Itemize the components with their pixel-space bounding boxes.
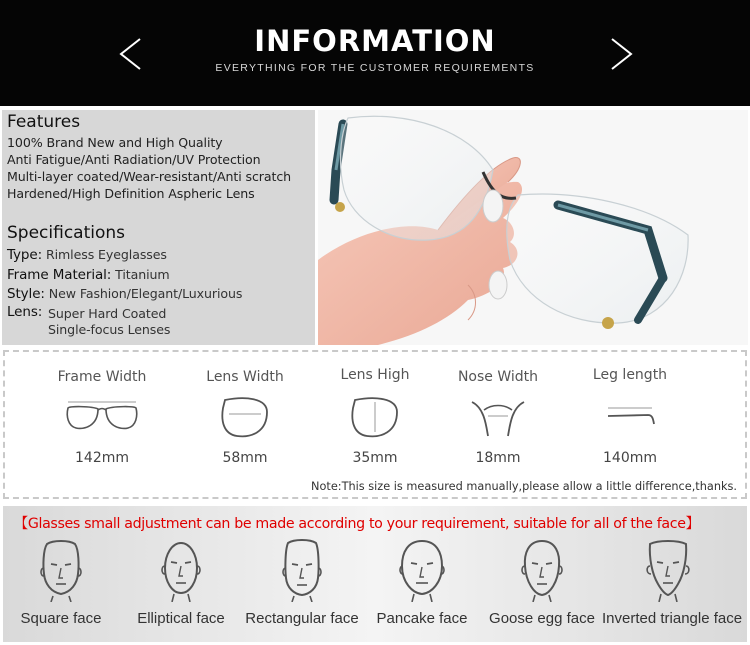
face-shapes-section: [3, 506, 747, 642]
adjustment-notice: 【Glasses small adjustment can be made according to your requirement, suitable for all of the face】: [14, 516, 700, 532]
feature-item: 100% Brand New and High Quality: [7, 135, 223, 150]
feature-item: Anti Fatigue/Anti Radiation/UV Protection: [7, 152, 261, 167]
face-square: [5, 538, 117, 627]
face-label: Elliptical face: [137, 610, 225, 627]
spec-lens-value-1: [48, 306, 166, 321]
face-label: Pancake face: [376, 610, 468, 627]
spec-lens: [7, 304, 42, 320]
spec-style-label: Style:: [7, 286, 45, 302]
spec-lens-label: Lens:: [7, 304, 43, 320]
measure-label: Lens Width: [206, 369, 284, 385]
measure-label: Leg length: [592, 367, 668, 383]
rimless-glasses-in-hand-image: [318, 110, 748, 345]
frame-width-icon: [62, 392, 142, 442]
spec-type-label: Type:: [7, 247, 43, 263]
inverted-triangle-face-icon: [642, 538, 694, 602]
spec-frame-value: Titanium: [115, 267, 170, 282]
spec-type: [7, 247, 167, 263]
temple-length-icon: [590, 392, 670, 442]
spec-type-value: Rimless Eyeglasses: [45, 247, 167, 262]
header-banner: [0, 0, 750, 106]
spec-style: [7, 286, 242, 302]
pancake-face-icon: [396, 538, 448, 602]
features-heading: Features: [7, 112, 81, 132]
goose-egg-face-icon: [516, 538, 568, 602]
feature-item: Hardened/High Definition Aspheric Lens: [7, 186, 255, 201]
face-label: Goose egg face: [489, 610, 595, 627]
face-rectangular: [245, 538, 359, 627]
page-title: INFORMATION: [254, 24, 496, 58]
size-measurements: [3, 350, 747, 499]
lens-height-icon: [335, 392, 415, 442]
nose-bridge-icon: [458, 392, 538, 442]
product-photo: [318, 110, 748, 345]
elliptical-face-icon: [155, 538, 207, 602]
spec-lens-value-1-text: Super Hard Coated: [48, 306, 167, 321]
measure-label: Lens High: [340, 367, 410, 383]
face-label: Inverted triangle face: [602, 610, 743, 627]
square-face-icon: [35, 538, 87, 602]
size-note: Note:This size is measured manually,please allow a little difference,thanks.: [311, 480, 737, 493]
face-inverted-triangle: [602, 538, 743, 627]
face-pancake: [366, 538, 478, 627]
feature-item: Multi-layer coated/Wear-resistant/Anti scratch: [7, 169, 292, 184]
spec-lens-value-2: [48, 322, 170, 337]
measure-value: 35mm: [352, 450, 398, 466]
chevron-right-icon[interactable]: [606, 36, 636, 72]
spec-lens-value-2-text: Single-focus Lenses: [48, 322, 171, 337]
face-label: Square face: [20, 610, 102, 627]
spec-frame-label: Frame Material:: [7, 267, 112, 283]
lens-width-icon: [205, 392, 285, 442]
features-panel: [2, 110, 315, 345]
measure-value: 140mm: [603, 450, 657, 466]
measure-value: 58mm: [222, 450, 268, 466]
face-elliptical: [125, 538, 237, 627]
spec-frame: [7, 267, 170, 283]
rectangular-face-icon: [276, 538, 328, 602]
page-subtitle: EVERYTHING FOR THE CUSTOMER REQUIREMENTS: [215, 62, 535, 74]
face-label: Rectangular face: [245, 610, 359, 627]
measure-label: Frame Width: [57, 369, 147, 385]
face-goose-egg: [486, 538, 598, 627]
specifications-heading: Specifications: [7, 223, 126, 243]
spec-style-value: New Fashion/Elegant/Luxurious: [48, 286, 243, 301]
measure-label: Nose Width: [457, 369, 539, 385]
measure-value: 18mm: [475, 450, 521, 466]
measure-value: 142mm: [75, 450, 129, 466]
